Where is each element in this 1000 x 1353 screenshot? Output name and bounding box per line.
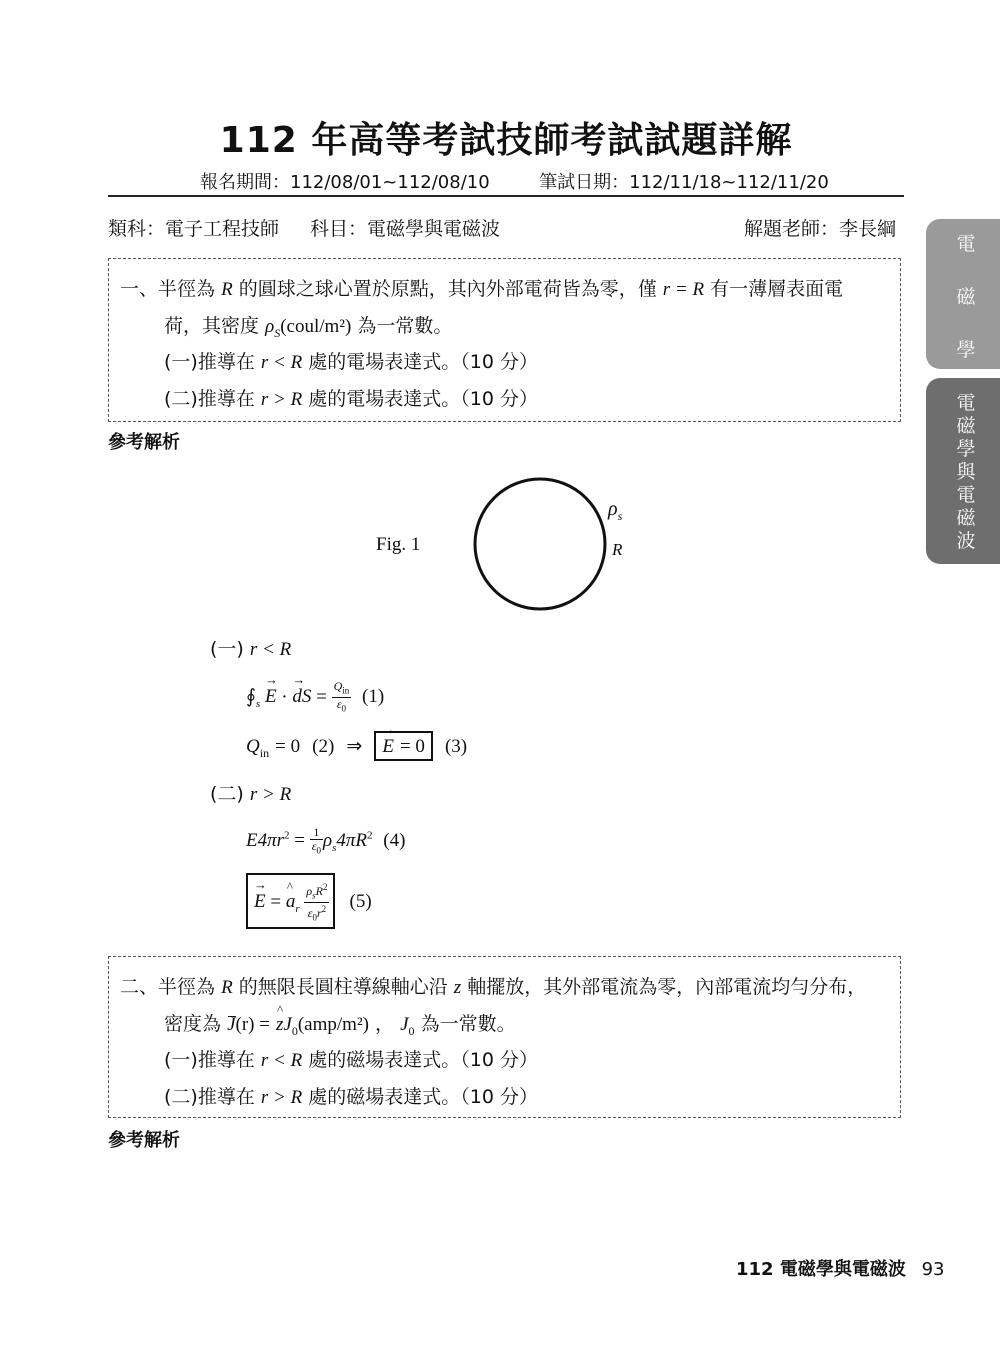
figure-label: Fig. 1 bbox=[376, 534, 421, 555]
teacher-label: 解題老師：李長綱 bbox=[744, 218, 897, 240]
q-sub: in bbox=[259, 745, 270, 760]
q1-part2-text: 處的電場表達式。（10 分） bbox=[308, 388, 538, 410]
frac-rho-sub: s bbox=[312, 890, 316, 901]
subject-label: 科目：電磁學與電磁波 bbox=[310, 218, 501, 240]
sol1-h1eq: r < R bbox=[249, 639, 292, 660]
q1-eq: r = R bbox=[662, 279, 705, 300]
frac-rho: ρ bbox=[306, 884, 313, 898]
q1-part2-eq: r > R bbox=[260, 389, 303, 410]
exam-date: 筆試日期：112/11/18~112/11/20 bbox=[539, 172, 829, 193]
frac-eps-sub: 0 bbox=[312, 912, 317, 923]
sq: 2 bbox=[322, 882, 328, 892]
eq-5 bbox=[246, 873, 372, 929]
q2-text: 二、半徑為 bbox=[120, 976, 216, 998]
frac-num: Q bbox=[333, 679, 343, 693]
tab1-char: 磁 bbox=[956, 286, 976, 308]
tab2-char: 電 bbox=[956, 392, 976, 414]
tab2-char: 波 bbox=[956, 530, 976, 552]
q1-text: 的圓球之球心置於原點，其內外部電荷皆為零，僅 bbox=[238, 278, 657, 300]
rho: ρ bbox=[322, 830, 333, 852]
q1-part-2 bbox=[164, 384, 538, 411]
sol1-h2eq: r > R bbox=[249, 784, 292, 805]
sol1-h1: (一) bbox=[210, 638, 244, 660]
q2-unit: (amp/m²) bbox=[297, 1014, 369, 1035]
q2-J0b-sub: 0 bbox=[408, 1023, 415, 1038]
rhs: 4πR bbox=[336, 830, 368, 852]
q1-var-R: R bbox=[221, 279, 233, 300]
fraction-qin-eps bbox=[332, 680, 352, 716]
page-number: 93 bbox=[921, 1259, 945, 1280]
q2-line2 bbox=[164, 1009, 516, 1039]
q1-part1-text: (一)推導在 bbox=[164, 351, 255, 373]
q2-text: 密度為 bbox=[164, 1013, 222, 1035]
implies-arrow: ⇒ bbox=[346, 735, 363, 757]
fraction-1-eps bbox=[310, 826, 323, 857]
q2-J0b: J bbox=[400, 1014, 409, 1035]
hat-a: ^ a bbox=[286, 891, 296, 913]
eq-number-4: (4) bbox=[383, 830, 406, 852]
boxed-answer-1 bbox=[374, 731, 433, 761]
equals: = bbox=[294, 830, 305, 852]
frac-den-sub: 0 bbox=[316, 845, 321, 856]
tab1-char: 學 bbox=[956, 339, 976, 361]
frac-eps: ε bbox=[307, 906, 313, 921]
fig-rho: ρ bbox=[608, 498, 618, 520]
eq-2-3 bbox=[246, 735, 467, 761]
frac-den: ε bbox=[336, 697, 342, 712]
sphere-circle bbox=[475, 479, 605, 609]
sq: 2 bbox=[284, 829, 290, 842]
q1-part1-eq: r < R bbox=[260, 352, 303, 373]
q1-line2 bbox=[164, 311, 452, 341]
fig-sub: s bbox=[617, 509, 623, 523]
equals: = bbox=[270, 891, 282, 913]
q2-part1-text: 處的磁場表達式。（10 分） bbox=[308, 1049, 538, 1071]
q2-part-2 bbox=[164, 1082, 538, 1109]
tab2-char: 學 bbox=[956, 438, 976, 460]
tab2-char: 與 bbox=[956, 461, 976, 483]
sol1-h2: (二) bbox=[210, 783, 244, 805]
q2-Jr: (r) = bbox=[235, 1014, 270, 1035]
q2-line1 bbox=[120, 972, 866, 999]
q1-sub: S bbox=[274, 325, 281, 340]
rho-sub: s bbox=[332, 841, 337, 854]
lhs: E4πr bbox=[246, 830, 285, 852]
q2-J0-sub: 0 bbox=[291, 1023, 298, 1038]
hat-a-sub: r bbox=[295, 903, 300, 916]
q2-text: 的無限長圓柱導線軸心沿 bbox=[238, 976, 448, 998]
frac-num-sub: in bbox=[342, 685, 350, 696]
exam-schedule bbox=[200, 168, 829, 194]
tab2-char: 磁 bbox=[956, 415, 976, 437]
tab2-char: 電 bbox=[956, 484, 976, 506]
tab2-char: 磁 bbox=[956, 507, 976, 529]
q1-text: 有一薄層表面電 bbox=[710, 278, 844, 300]
q1-text: 為一常數。 bbox=[357, 315, 453, 337]
q2-part2-text: (二)推導在 bbox=[164, 1086, 255, 1108]
frac-den-sub: 0 bbox=[341, 703, 347, 714]
q2-text: ， bbox=[375, 1013, 395, 1035]
eq-number-3: (3) bbox=[444, 736, 468, 757]
equals: = bbox=[316, 686, 327, 708]
q1-rho: ρ bbox=[265, 316, 275, 337]
reference-analysis-heading: 參考解析 bbox=[108, 432, 180, 453]
q2-part2-eq: r > R bbox=[260, 1087, 303, 1108]
sq: 2 bbox=[321, 904, 327, 915]
vec-E: → E bbox=[382, 736, 394, 758]
oint-symbol: ∮ bbox=[246, 686, 256, 708]
side-tab-electromagnetics bbox=[926, 219, 1000, 369]
sol1-heading-1 bbox=[210, 634, 291, 661]
frac-den: ε bbox=[311, 839, 317, 853]
q1-line1 bbox=[120, 274, 843, 301]
vec-dS: → dS bbox=[292, 686, 311, 708]
q2-part2-text: 處的磁場表達式。（10 分） bbox=[308, 1086, 538, 1108]
header-rule bbox=[108, 195, 904, 197]
q2-var-z: z bbox=[453, 977, 462, 998]
category-label: 類科：電子工程技師 bbox=[108, 218, 280, 240]
q-symbol: Q bbox=[246, 736, 260, 757]
registration-period: 報名期間：112/08/01~112/08/10 bbox=[200, 172, 490, 193]
q1-text: 一、半徑為 bbox=[120, 278, 216, 300]
page-title: 112 年高等考試技師考試試題詳解 bbox=[219, 120, 793, 161]
sphere-figure bbox=[470, 474, 610, 614]
q2-part1-eq: r < R bbox=[260, 1050, 303, 1071]
frac-r: r bbox=[316, 906, 322, 921]
eq-number-5: (5) bbox=[349, 891, 372, 913]
eq-number-2: (2) bbox=[312, 736, 335, 757]
reference-analysis-heading-2: 參考解析 bbox=[108, 1130, 180, 1151]
eq-number-1: (1) bbox=[362, 686, 385, 708]
boxed-answer-2 bbox=[246, 873, 335, 929]
side-tab-em-waves bbox=[926, 378, 1000, 564]
oint-sub: s bbox=[255, 698, 261, 711]
q1-text: 荷，其密度 bbox=[164, 315, 260, 337]
q2-text: 軸擺放，其外部電流為零，內部電流均勻分布， bbox=[467, 976, 867, 998]
q2-var-R: R bbox=[221, 977, 233, 998]
q2-zhat: ^ z bbox=[276, 1014, 283, 1036]
page-footer bbox=[736, 1255, 944, 1281]
q2-part1-text: (一)推導在 bbox=[164, 1049, 255, 1071]
figure-rho-label bbox=[608, 498, 622, 524]
frac-R: R bbox=[315, 884, 323, 898]
vec-E: → E bbox=[254, 891, 266, 913]
box1-value: = 0 bbox=[399, 736, 425, 757]
q2-text: 為一常數。 bbox=[420, 1013, 516, 1035]
figure-R-label: R bbox=[612, 540, 623, 559]
sq: 2 bbox=[367, 829, 373, 842]
eq-value: = 0 bbox=[275, 736, 301, 757]
tab1-char: 電 bbox=[956, 233, 976, 255]
q2-J0: J bbox=[283, 1014, 292, 1035]
vec-E: → E bbox=[265, 686, 277, 708]
q1-part-1 bbox=[164, 347, 538, 374]
eq-4 bbox=[246, 826, 405, 857]
footer-label: 112 電磁學與電磁波 bbox=[736, 1259, 906, 1280]
dot: · bbox=[281, 686, 288, 708]
q2-part-1 bbox=[164, 1045, 538, 1072]
eq-1-gauss bbox=[246, 680, 384, 716]
frac-one: 1 bbox=[310, 826, 323, 840]
sol1-heading-2 bbox=[210, 779, 291, 806]
fraction-rho-eps bbox=[304, 881, 329, 925]
q1-unit: (coul/m²) bbox=[280, 316, 352, 337]
q2-J-bar: J bbox=[227, 1014, 236, 1035]
q1-part2-text: (二)推導在 bbox=[164, 388, 255, 410]
q1-part1-text: 處的電場表達式。（10 分） bbox=[308, 351, 538, 373]
